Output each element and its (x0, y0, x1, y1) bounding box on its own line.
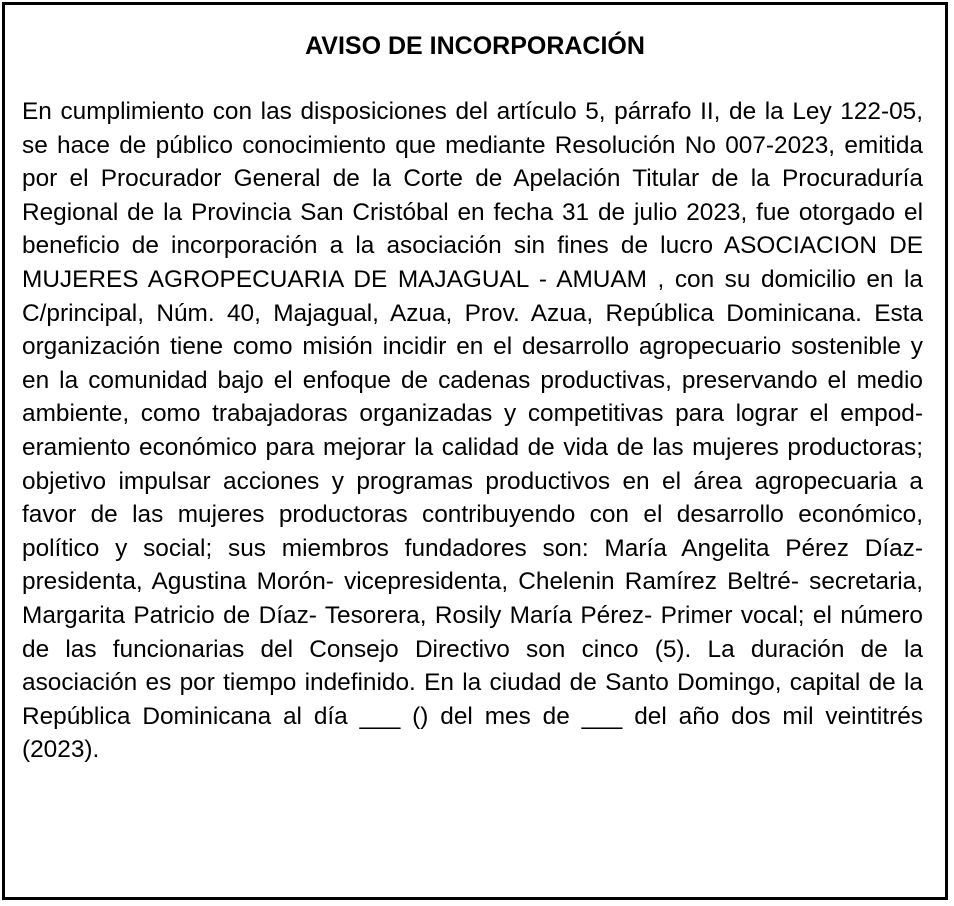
notice-body: En cumplimiento con las disposiciones del artículo 5, párrafo II, de la Ley 122-05, se hace de público conocimiento que mediante Resolución No 007-2023, emitida por el Procurador General de la Corte de Apelación Titular de la Procuraduría Regional de la Provincia San Cristóbal en fecha 31 de julio 2023, fue otorgado el beneficio de incorporación a la asociación sin fines de lucro ASOCIACION DE MUJERES AGROPECUARIA DE MAJAGUAL - AMUAM , con su domicilio en la C/principal, Núm. 40, Majagual, Azua, Prov. Azua, República Dominicana. Esta organización tiene como misión incidir en el desarrollo agropecuario sostenible y en la comunidad bajo el enfoque de cadenas productivas, preservando el medio ambiente, como trabajadoras organizadas y competitivas para lograr el empoderamiento económico para mejorar la calidad de vida de las mujeres productoras; objetivo impulsar acciones y programas productivos en el área agropecuaria a favor de las mujeres productoras contribuyendo con el desarrollo económico, político y social; sus miembros fundadores son: María Angelita Pérez Díaz- presidenta, Agustina Morón- vicepresidenta, Chelenin Ramírez Beltré- secretaria, Margarita Patricio de Díaz- Tesorera, Rosily María Pérez- Primer vocal; el número de las funcionarias del Consejo Directivo son cinco (5). La duración de la asociación es por tiempo indefinido. En la ciudad de Santo Domingo, capital de la República Dominicana al día ___ () del mes de ___ del año dos mil veintitrés (2023). (22, 98, 923, 764)
notice-box (2, 2, 948, 900)
notice-title: AVISO DE INCORPORACIÓN (305, 32, 645, 60)
